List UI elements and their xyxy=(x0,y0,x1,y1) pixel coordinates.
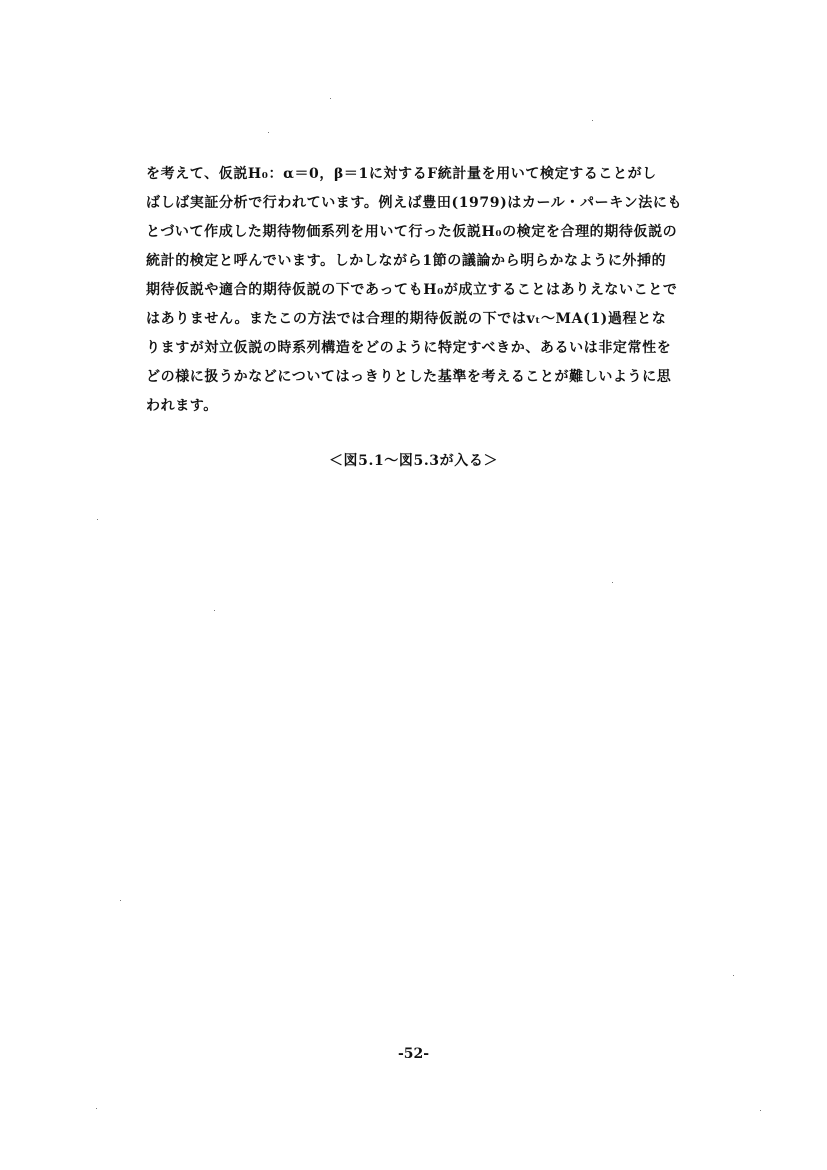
paragraph-line-8: どの様に扱うかなどについてはっきりとした基準を考えることが難しいように思 xyxy=(146,369,672,385)
scan-speck xyxy=(733,975,734,976)
scan-speck xyxy=(97,519,98,520)
body-paragraph xyxy=(146,160,746,421)
paragraph-line-2: ばしば実証分析で行われています。例えば豊田(1979)はカール・パーキン法にも xyxy=(146,195,683,211)
paragraph-line-4: 統計的検定と呼んでいます。しかしながら1節の議論から明らかなように外挿的 xyxy=(146,253,667,269)
paragraph-line-6: はありません。またこの方法では合理的期待仮説の下ではvₜ～MA(1)過程とな xyxy=(146,311,667,327)
scan-speck xyxy=(330,98,331,99)
paragraph-line-3: とづいて作成した期待物価系列を用いて行った仮説H₀の検定を合理的期待仮説の xyxy=(146,224,678,240)
scan-speck xyxy=(268,132,269,133)
paragraph-line-5: 期待仮説や適合的期待仮説の下であってもH₀が成立することはありえないことで xyxy=(146,282,678,298)
scan-speck xyxy=(120,900,121,901)
scan-speck xyxy=(612,582,613,583)
scan-speck xyxy=(592,120,593,121)
paragraph-line-9: われます。 xyxy=(146,398,218,414)
scan-speck xyxy=(760,1110,761,1111)
paragraph-line-7: りますが対立仮説の時系列構造をどのように特定すべきか、あるいは非定常性を xyxy=(146,340,672,356)
page-number: -52- xyxy=(397,1046,430,1062)
paragraph-line-1: を考えて、仮説H₀：α＝0，β＝1に対するF統計量を用いて検定することがし xyxy=(146,166,657,182)
scan-speck xyxy=(214,610,215,611)
scan-speck xyxy=(96,1108,97,1109)
figure-placeholder: ＜図5.1～図5.3が入る＞ xyxy=(328,453,499,469)
